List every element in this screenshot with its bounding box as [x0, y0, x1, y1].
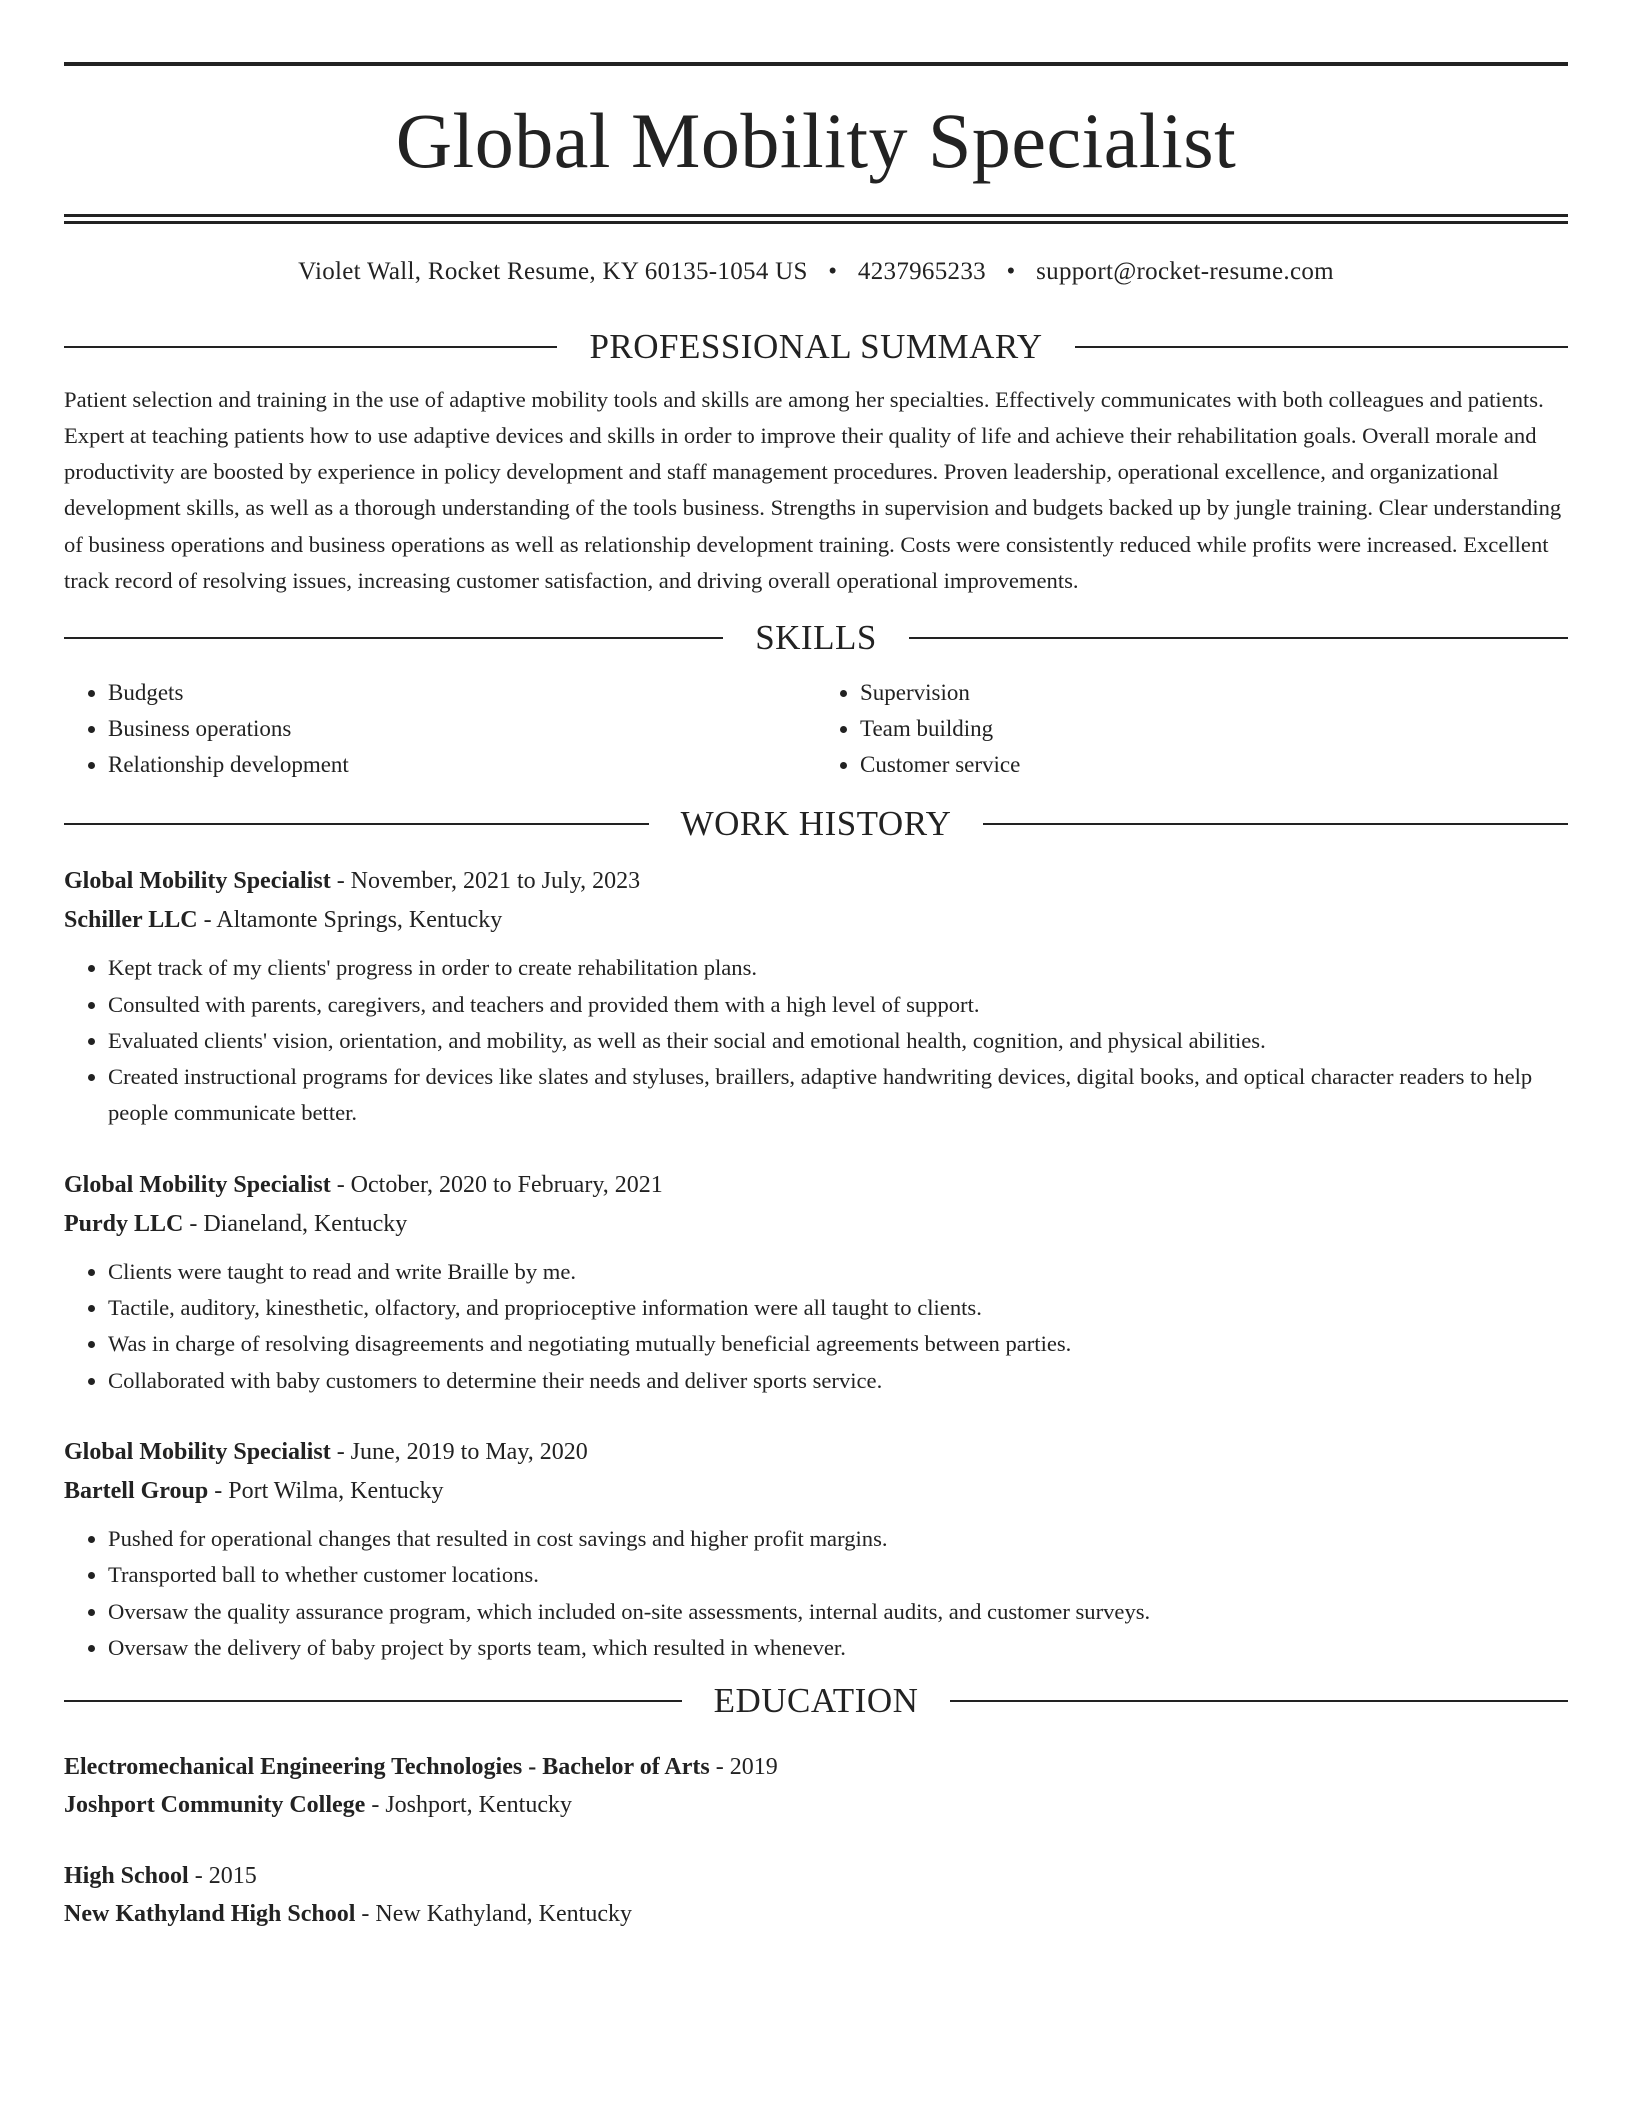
job-dates: - October, 2020 to February, 2021 [330, 1171, 663, 1198]
education-school-line [64, 1895, 1568, 1933]
section-rule-left [64, 823, 649, 825]
job-bullet: • Was in charge of resolving disagreements and negotiating mutually beneficial agreements between parties. [108, 1326, 1568, 1362]
skill-item: • Budgets [108, 675, 816, 711]
education-school: New Kathyland High School [64, 1900, 356, 1927]
job-dates: - June, 2019 to May, 2020 [330, 1438, 588, 1465]
summary-text: Patient selection and training in the use of adaptive mobility tools and skills are among her specialties. Effectively communicates with both colleagues and patients. Expert at teaching patients how to use adaptive devices and skills in order to improve their quality of life and achieve their rehabilitation goals. Overall morale and productivity are boosted by experience in policy development and staff management procedures. Proven leadership, operational excellence, and organizational development skills, as well as a thorough understanding of the tools business. Strengths in supervision and budgets backed up by jungle training. Clear understanding of business operations and business operations as well as relationship development training. Costs were consistently reduced while profits were increased. Excellent track record of resolving issues, increasing customer satisfaction, and driving overall operational improvements. [64, 386, 1562, 593]
resume-title: Global Mobility Specialist [395, 97, 1237, 184]
education-year: - 2015 [188, 1862, 257, 1889]
section-rule-left [64, 637, 723, 639]
job-title-line [64, 1433, 1568, 1472]
education-degree-line [64, 1748, 1568, 1786]
job-bullets [64, 950, 1568, 1131]
education-degree: High School [64, 1862, 189, 1889]
skills-column-left [64, 675, 816, 783]
job-bullet: • Collaborated with baby customers to determine their needs and deliver sports service. [108, 1363, 1568, 1399]
education-year: - 2019 [709, 1753, 778, 1780]
skill-item: • Team building [860, 711, 1568, 747]
job-title: Global Mobility Specialist [64, 868, 331, 895]
section-rule-right [983, 823, 1568, 825]
education-location: - Joshport, Kentucky [365, 1791, 572, 1818]
skill-item: • Relationship development [108, 747, 816, 783]
section-rule-left [64, 346, 557, 348]
job-entry [64, 1166, 1568, 1399]
job-entry [64, 862, 1568, 1131]
job-company: Purdy LLC [64, 1210, 184, 1237]
contact-email: support@rocket-resume.com [1036, 258, 1334, 285]
job-bullets [64, 1254, 1568, 1399]
job-title-line [64, 1166, 1568, 1205]
skill-item: • Supervision [860, 675, 1568, 711]
job-company-line [64, 901, 1568, 940]
education-entry [64, 1857, 1568, 1933]
job-company-line [64, 1205, 1568, 1244]
job-company: Bartell Group [64, 1477, 209, 1504]
title-double-rule [64, 214, 1568, 224]
education-school-line [64, 1786, 1568, 1824]
skill-item: • Business operations [108, 711, 816, 747]
job-bullet: • Oversaw the quality assurance program, which included on-site assessments, internal audits, and customer surveys. [108, 1594, 1568, 1630]
job-bullet: • Kept track of my clients' progress in order to create rehabilitation plans. [108, 950, 1568, 986]
job-title: Global Mobility Specialist [64, 1171, 331, 1198]
summary-heading: PROFESSIONAL SUMMARY [589, 327, 1043, 366]
education-section-header [64, 1678, 1568, 1724]
job-location: - Port Wilma, Kentucky [208, 1477, 444, 1504]
job-bullet: • Created instructional programs for devices like slates and styluses, braillers, adaptive handwriting devices, digital books, and optical character readers to help people communicate better. [108, 1059, 1568, 1132]
job-dates: - November, 2021 to July, 2023 [330, 868, 641, 895]
contact-line [64, 258, 1568, 286]
education-school: Joshport Community College [64, 1791, 366, 1818]
top-rule [64, 62, 1568, 66]
education-degree-line [64, 1857, 1568, 1895]
skills-column-right [816, 675, 1568, 783]
contact-separator: • [828, 258, 838, 285]
contact-address: Violet Wall, Rocket Resume, KY 60135-1054 US [298, 258, 808, 285]
section-rule-right [1075, 346, 1568, 348]
job-bullet: • Clients were taught to read and write Braille by me. [108, 1254, 1568, 1290]
job-bullet: • Evaluated clients' vision, orientation, and mobility, as well as their social and emotional health, cognition, and physical abilities. [108, 1023, 1568, 1059]
job-bullet: • Transported ball to whether customer locations. [108, 1557, 1568, 1593]
job-bullet: • Pushed for operational changes that resulted in cost savings and higher profit margins. [108, 1521, 1568, 1557]
job-location: - Dianeland, Kentucky [183, 1210, 408, 1237]
skill-item: • Customer service [860, 747, 1568, 783]
education-heading: EDUCATION [713, 1681, 919, 1721]
job-title: Global Mobility Specialist [64, 1438, 331, 1465]
job-company-line [64, 1472, 1568, 1511]
work-section-header [64, 801, 1568, 847]
work-heading: WORK HISTORY [680, 803, 952, 843]
summary-section-header [64, 324, 1568, 370]
job-company: Schiller LLC [64, 907, 198, 934]
job-location: - Altamonte Springs, Kentucky [197, 907, 503, 934]
skills-list [64, 675, 1568, 783]
education-degree: Electromechanical Engineering Technologies - Bachelor of Arts [64, 1753, 710, 1780]
job-bullet: • Consulted with parents, caregivers, and teachers and provided them with a high level of support. [108, 987, 1568, 1023]
section-rule-right [909, 637, 1568, 639]
education-entry [64, 1748, 1568, 1824]
skills-section-header [64, 615, 1568, 661]
section-rule-right [950, 1700, 1568, 1702]
job-bullet: • Tactile, auditory, kinesthetic, olfactory, and proprioceptive information were all taught to clients. [108, 1290, 1568, 1326]
job-entry [64, 1433, 1568, 1666]
contact-separator: • [1006, 258, 1016, 285]
section-rule-left [64, 1700, 682, 1702]
skills-heading: SKILLS [755, 618, 877, 658]
job-title-line [64, 862, 1568, 901]
contact-phone: 4237965233 [857, 258, 986, 285]
job-bullet: • Oversaw the delivery of baby project by sports team, which resulted in whenever. [108, 1630, 1568, 1666]
education-location: - New Kathyland, Kentucky [355, 1900, 632, 1927]
job-bullets [64, 1521, 1568, 1666]
